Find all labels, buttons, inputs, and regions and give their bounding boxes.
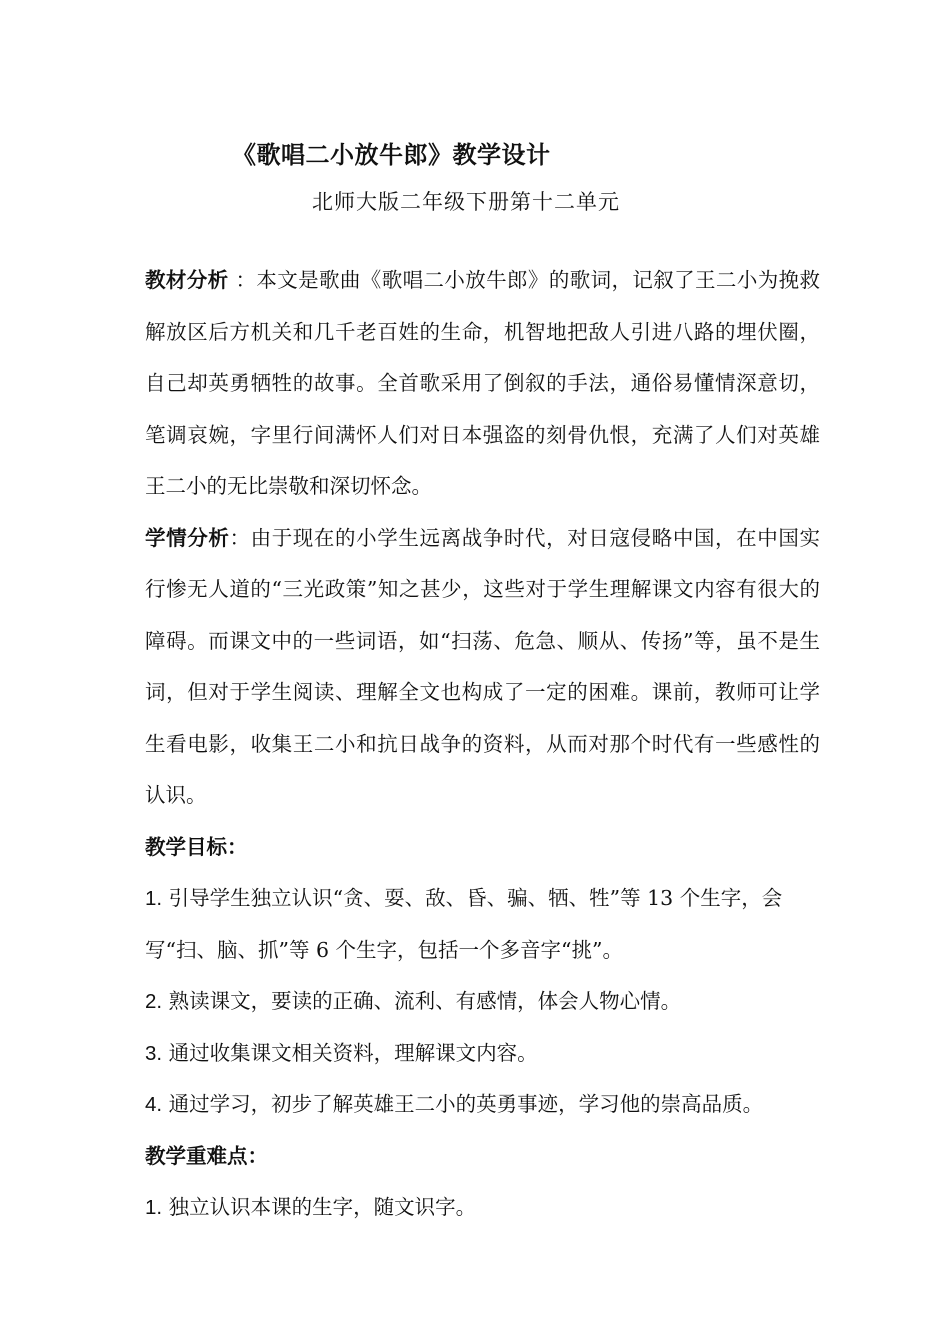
goal-item (145, 976, 820, 1028)
document-title: 《歌唱二小放牛郎》教学设计 (232, 140, 551, 169)
student-analysis-paragraph (145, 513, 820, 822)
key-points-heading: 教学重难点： (145, 1143, 268, 1168)
goal-item-text: 引导学生独立认识“贪、耍、敌、昏、骗、牺、牲”等 13 个生字，会写“扫、脑、抓”等 6 个生字，包括一个多音字“挑”。 (145, 886, 783, 962)
student-analysis-label: 学情分析 (145, 525, 230, 550)
goal-item-number: 1. (145, 887, 163, 910)
key-point-item-text: 独立认识本课的生字，随文识字。 (168, 1195, 477, 1219)
goal-item-number: 3. (145, 1041, 163, 1065)
student-analysis-text: 由于现在的小学生远离战争时代，对日寇侵略中国，在中国实行惨无人道的“三光政策”知之甚少，这些对于学生理解课文内容有很大的障碍。而课文中的一些词语，如“扫荡、危急、顺从、传扬”等，虽不是生词，但对于学生阅读、理解全文也构成了一定的困难。课前，教师可让学生看电影，收集王二小和抗日战争的资料，从而对那个时代有一些感性的认识。 (145, 525, 821, 807)
student-analysis-separator: ： (229, 525, 251, 550)
goal-item-text: 通过收集课文相关资料，理解课文内容。 (168, 1040, 538, 1065)
goal-item-number: 4. (145, 1093, 163, 1116)
key-point-item-number: 1. (145, 1196, 163, 1219)
goal-item (145, 873, 820, 976)
goal-item-text: 熟读课文，要读的正确、流利、有感情，体会人物心情。 (168, 989, 682, 1013)
key-point-item (145, 1182, 820, 1234)
teaching-goals-heading: 教学目标： (145, 834, 248, 859)
material-analysis-label: 教材分析 (145, 268, 229, 292)
material-analysis-text: 本文是歌曲《歌唱二小放牛郎》的歌词，记叙了王二小为挽救解放区后方机关和几千老百姓的生命，机智地把敌人引进八路的埋伏圈，自己却英勇牺牲的故事。全首歌采用了倒叙的手法，通俗易懂情深意切，笔调哀婉，字里行间满怀人们对日本强盗的刻骨仇恨，充满了人们对英雄王二小的无比崇敬和深切怀念。 (145, 268, 820, 498)
material-analysis-paragraph (145, 255, 820, 513)
document-subtitle: 北师大版二年级下册第十二单元 (312, 190, 620, 214)
goal-item-number: 2. (145, 990, 163, 1013)
goal-item (145, 1028, 820, 1080)
goal-item (145, 1079, 820, 1131)
material-analysis-separator: ： (228, 268, 257, 292)
document-body (145, 255, 820, 1234)
goal-item-text: 通过学习，初步了解英雄王二小的英勇事迹，学习他的崇高品质。 (168, 1092, 764, 1116)
